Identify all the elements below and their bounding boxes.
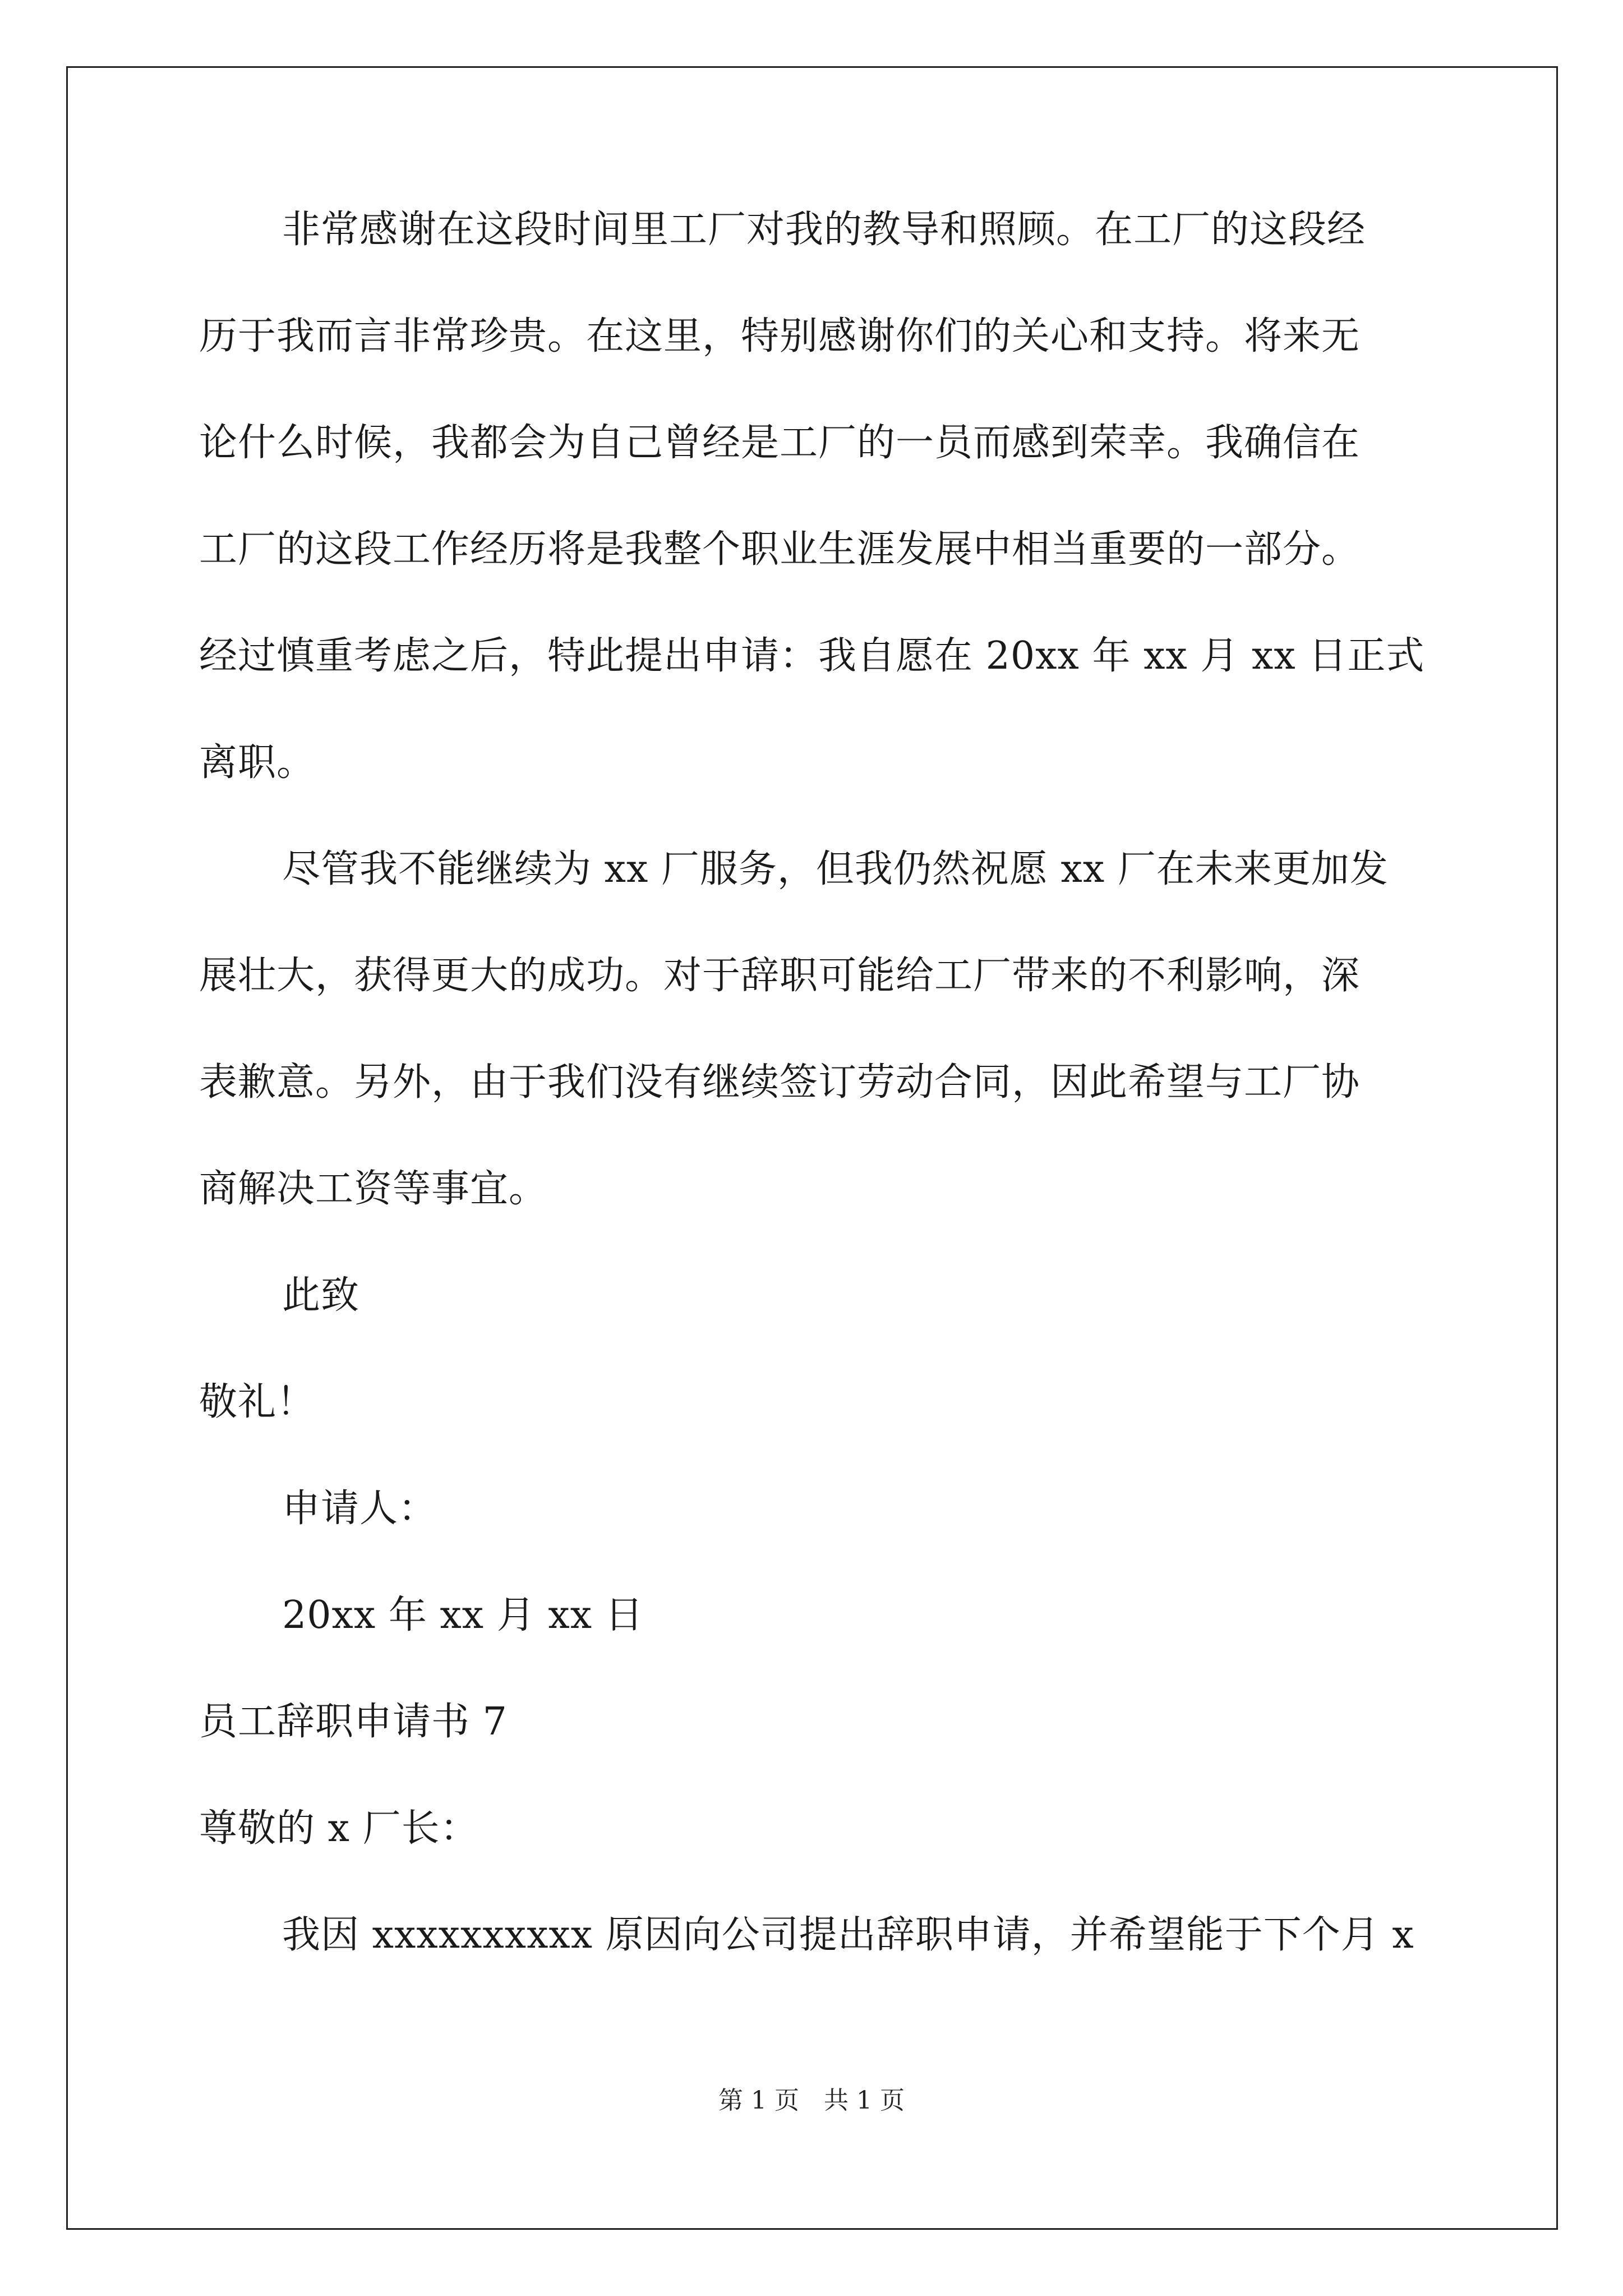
page-border — [66, 66, 1558, 2230]
addressee: 尊敬的 x 厂长： — [199, 1806, 479, 1851]
applicant-label: 申请人： — [282, 1487, 437, 1531]
paragraph-line: 非常感谢在这段时间里工厂对我的教导和照顾。在工厂的这段经 — [282, 208, 1366, 252]
closing-phrase: 此致 — [282, 1273, 360, 1318]
section-title: 员工辞职申请书 7 — [199, 1700, 508, 1744]
paragraph-line: 展壮大，获得更大的成功。对于辞职可能给工厂带来的不利影响，深 — [199, 954, 1361, 998]
page-number-footer: 第 1 页 共 1 页 — [718, 2086, 905, 2115]
paragraph-line: 我因 xxxxxxxxxx 原因向公司提出辞职申请，并希望能于下个月 x — [282, 1913, 1414, 1957]
paragraph-line: 工厂的这段工作经历将是我整个职业生涯发展中相当重要的一部分。 — [199, 527, 1361, 572]
paragraph-line: 尽管我不能继续为 xx 厂服务，但我仍然祝愿 xx 厂在未来更加发 — [282, 847, 1389, 891]
salutation: 敬礼！ — [199, 1380, 316, 1424]
paragraph-line: 商解决工资等事宜。 — [199, 1167, 548, 1211]
paragraph-line: 表歉意。另外，由于我们没有继续签订劳动合同，因此希望与工厂协 — [199, 1060, 1361, 1105]
paragraph-line: 离职。 — [199, 740, 316, 785]
paragraph-line: 经过慎重考虑之后，特此提出申请：我自愿在 20xx 年 xx 月 xx 日正式 — [199, 634, 1425, 678]
paragraph-line: 论什么时候，我都会为自己曾经是工厂的一员而感到荣幸。我确信在 — [199, 421, 1361, 465]
date-line: 20xx 年 xx 月 xx 日 — [282, 1593, 644, 1637]
paragraph-line: 历于我而言非常珍贵。在这里，特别感谢你们的关心和支持。将来无 — [199, 314, 1361, 358]
